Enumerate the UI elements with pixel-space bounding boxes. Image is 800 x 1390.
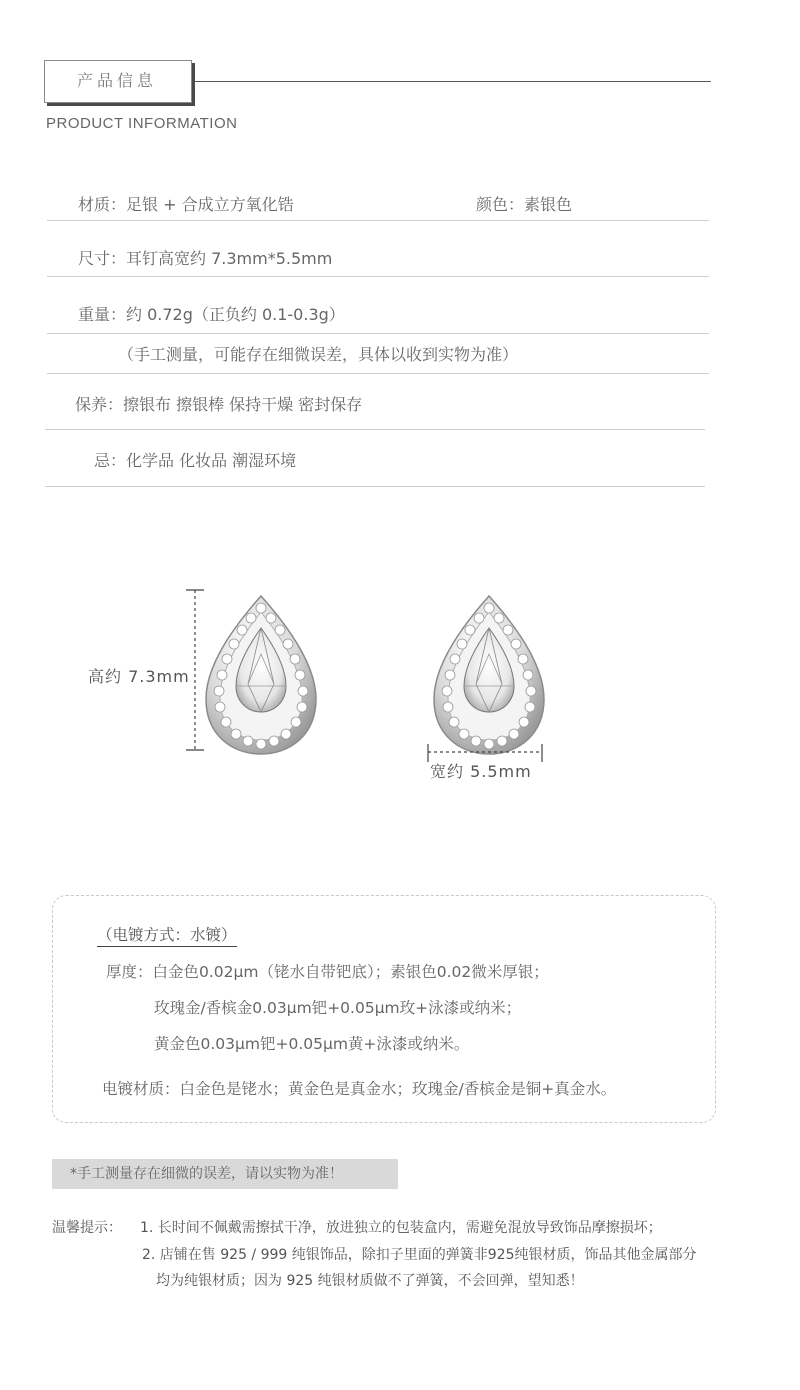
note-item-2-line-2: 均为纯银材质；因为 925 纯银材质做不了弹簧，不会回弹，望知悉！ (156, 1273, 584, 1289)
spec-size: 尺寸：耳钉高宽约 7.3mm*5.5mm (78, 249, 333, 268)
title-rule (193, 81, 711, 82)
width-label: 宽约 5.5mm (430, 762, 532, 781)
earring-left-image (206, 596, 316, 754)
spec-color: 颜色：素银色 (476, 195, 573, 214)
section-subtitle: PRODUCT INFORMATION (46, 115, 238, 132)
divider (45, 486, 705, 487)
plating-material: 电镀材质：白金色是铑水；黄金色是真金水；玫瑰金/香槟金是铜+真金水。 (102, 1080, 617, 1098)
note-item-2-line-1: 2. 店铺在售 925 / 999 纯银饰品，除扣子里面的弹簧非925纯银材质，饰品其他金属部分 (142, 1247, 697, 1263)
section-title: 产品信息 (76, 71, 157, 90)
divider (45, 429, 705, 430)
divider (47, 333, 709, 334)
spec-material: 材质：足银 + 合成立方氧化锆 (78, 195, 294, 214)
earring-right-image (434, 596, 544, 754)
height-label: 高约 7.3mm (88, 667, 190, 686)
plating-thickness-line-2: 玫瑰金/香槟金0.03μm钯+0.05μm玫+泳漆或纳米； (154, 999, 522, 1017)
plating-title: （电镀方式：水镀） (97, 923, 237, 947)
note-item-1: 1. 长时间不佩戴需擦拭干净，放进独立的包装盒内，需避免混放导致饰品摩擦损坏； (140, 1220, 662, 1236)
divider (47, 373, 709, 374)
divider (47, 276, 709, 277)
spec-avoid: 忌：化学品 化妆品 潮湿环境 (94, 451, 297, 470)
spec-care: 保养：擦银布 擦银棒 保持干燥 密封保存 (75, 395, 363, 414)
plating-thickness-line-3: 黄金色0.03μm钯+0.05μm黄+泳漆或纳米。 (154, 1035, 470, 1053)
plating-thickness-line-1: 厚度：白金色0.02μm（铑水自带钯底）；素银色0.02微米厚银； (106, 963, 549, 981)
divider (47, 220, 709, 221)
disclaimer-text: *手工测量存在细微的误差，请以实物为准！ (70, 1166, 343, 1182)
spec-weight-note: （手工测量，可能存在细微误差，具体以收到实物为准） (118, 345, 519, 364)
notes-label: 温馨提示： (52, 1220, 122, 1236)
spec-weight: 重量：约 0.72g（正负约 0.1-0.3g） (78, 305, 345, 324)
